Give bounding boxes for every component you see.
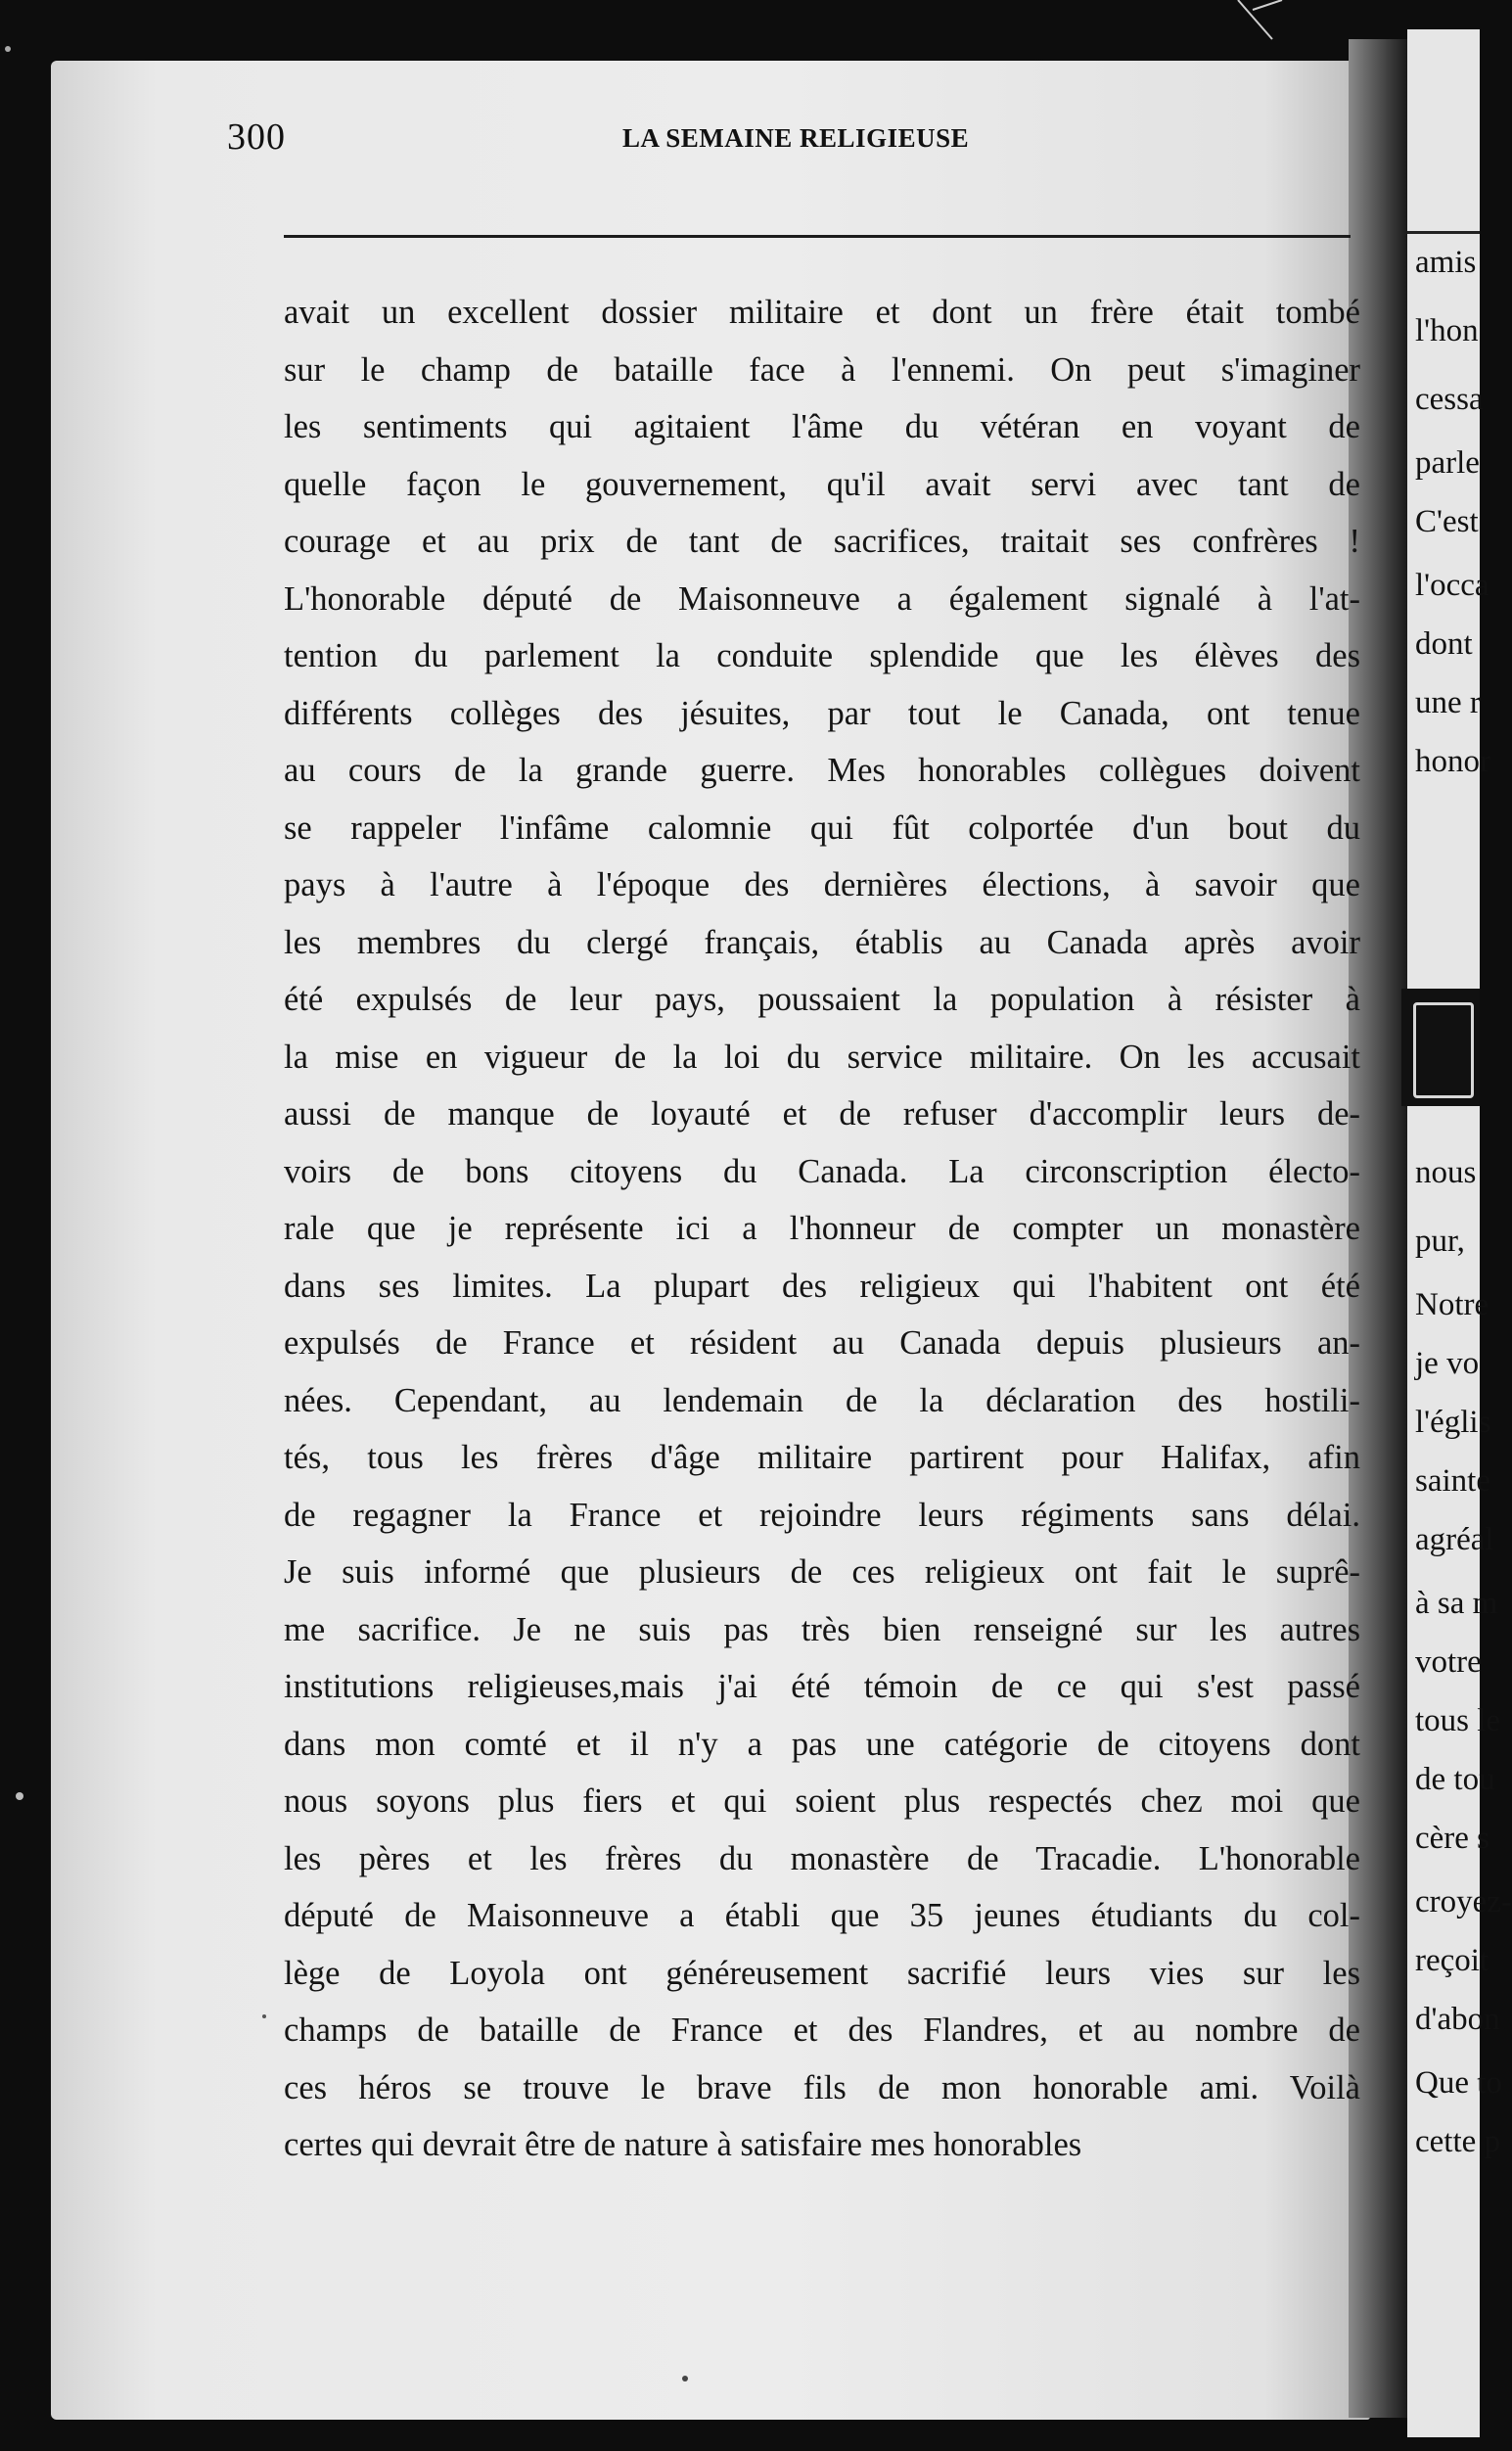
text-line: dans mon comté et il n'y a pas une catégorie de citoyens dont <box>284 1725 1360 1763</box>
adjacent-page-fragment: tous le <box>1415 1703 1501 1738</box>
adjacent-page-fragment: dont <box>1415 626 1473 662</box>
text-line: avait un excellent dossier militaire et dont un frère était tombé <box>284 294 1360 331</box>
text-line: pays à l'autre à l'époque des dernières élections, à savoir que <box>284 866 1360 903</box>
text-line: lège de Loyola ont généreusement sacrifié leurs vies sur les <box>284 1954 1360 1992</box>
text-line: dans ses limites. La plupart des religieux qui l'habitent ont été <box>284 1267 1360 1305</box>
adjacent-page-fragment: sainte <box>1415 1463 1490 1499</box>
text-line: les sentiments qui agitaient l'âme du vétéran en voyant de <box>284 408 1360 445</box>
adjacent-page-fragment: agréal <box>1415 1522 1494 1557</box>
text-line: au cours de la grande guerre. Mes honorables collègues doivent <box>284 752 1360 789</box>
text-line: ces héros se trouve le brave fils de mon honorable ami. Voilà <box>284 2068 1360 2106</box>
text-line: institutions religieuses,mais j'ai été témoin de ce qui s'est passé <box>284 1668 1360 1705</box>
adjacent-page-fragment: de tou <box>1415 1762 1495 1797</box>
adjacent-page-fragment: cère s <box>1415 1821 1490 1856</box>
running-title: LA SEMAINE RELIGIEUSE <box>622 123 970 153</box>
text-line: différents collèges des jésuites, par tout le Canada, ont tenue <box>284 694 1360 732</box>
text-line: me sacrifice. Je ne suis pas très bien renseigné sur les autres <box>284 1610 1360 1648</box>
adjacent-page-fragment: amis <box>1415 245 1477 280</box>
adjacent-page-fragment: Que to <box>1415 2065 1502 2101</box>
adjacent-page-fragment: cessa <box>1415 382 1484 417</box>
text-line: aussi de manque de loyauté et de refuser d'accomplir leurs de- <box>284 1095 1360 1133</box>
adjacent-page-fragment: votre <box>1415 1644 1482 1680</box>
adjacent-page-fragment: je vo <box>1415 1346 1480 1381</box>
adjacent-page-fragment: nous <box>1415 1155 1477 1190</box>
text-line: tention du parlement la conduite splendide que les élèves des <box>284 637 1360 674</box>
adjacent-page-fragment: Notre <box>1415 1287 1489 1322</box>
adjacent-page-fragment: l'hon <box>1415 313 1479 348</box>
text-line: certes qui devrait être de nature à satisfaire mes honorables <box>284 2126 1082 2163</box>
adjacent-page-fragment: pur, <box>1415 1224 1465 1259</box>
text-line: les membres du clergé français, établis au Canada après avoir <box>284 923 1360 961</box>
adjacent-page-fragment: reçoit <box>1415 1943 1489 1978</box>
adjacent-page-fragment: une r <box>1415 685 1481 720</box>
text-line: député de Maisonneuve a établi que 35 jeunes étudiants du col- <box>284 1897 1360 1934</box>
text-line: quelle façon le gouvernement, qu'il avait servi avec tant de <box>284 465 1360 503</box>
text-line: voirs de bons citoyens du Canada. La circonscription électo- <box>284 1152 1360 1190</box>
text-line: nées. Cependant, au lendemain de la déclaration des hostili- <box>284 1381 1360 1419</box>
adjacent-page-fragment: cette p <box>1415 2124 1501 2159</box>
adjacent-page-fragment: croyez- <box>1415 1884 1512 1919</box>
text-line: les pères et les frères du monastère de Tracadie. L'honorable <box>284 1839 1360 1877</box>
text-line: de regagner la France et rejoindre leurs régiments sans délai. <box>284 1496 1360 1534</box>
text-line: été expulsés de leur pays, poussaient la population à résister à <box>284 981 1360 1018</box>
text-line: nous soyons plus fiers et qui soient plus respectés chez moi que <box>284 1782 1360 1820</box>
adjacent-page-fragment: honor <box>1415 744 1490 779</box>
page-number: 300 <box>227 116 286 158</box>
text-line: la mise en vigueur de la loi du service militaire. On les accusait <box>284 1038 1360 1076</box>
text-line: rale que je représente ici a l'honneur de compter un monastère <box>284 1210 1360 1247</box>
adjacent-page-fragment: d'abon <box>1415 2002 1500 2037</box>
text-line: se rappeler l'infâme calomnie qui fût colportée d'un bout du <box>284 809 1360 847</box>
text-line: L'honorable député de Maisonneuve a également signalé à l'at- <box>284 579 1360 618</box>
adjacent-page-fragment: à sa m <box>1415 1586 1498 1621</box>
text-line: Je suis informé que plusieurs de ces religieux ont fait le suprê- <box>284 1553 1360 1591</box>
text-line: courage et au prix de tant de sacrifices, traitait ses confrères ! <box>284 523 1360 560</box>
adjacent-page-fragment: parle <box>1415 445 1480 481</box>
text-line: tés, tous les frères d'âge militaire partirent pour Halifax, afin <box>284 1439 1360 1476</box>
adjacent-page-fragment: l'églis <box>1415 1405 1491 1440</box>
text-line: expulsés de France et résident au Canada depuis plusieurs an- <box>284 1324 1360 1362</box>
text-line: sur le champ de bataille face à l'ennemi. On peut s'imaginer <box>284 350 1360 389</box>
adjacent-page-fragment: l'occa <box>1415 568 1489 603</box>
text-line: champs de bataille de France et des Flandres, et au nombre de <box>284 2012 1360 2049</box>
adjacent-page-fragment: C'est <box>1415 504 1479 539</box>
